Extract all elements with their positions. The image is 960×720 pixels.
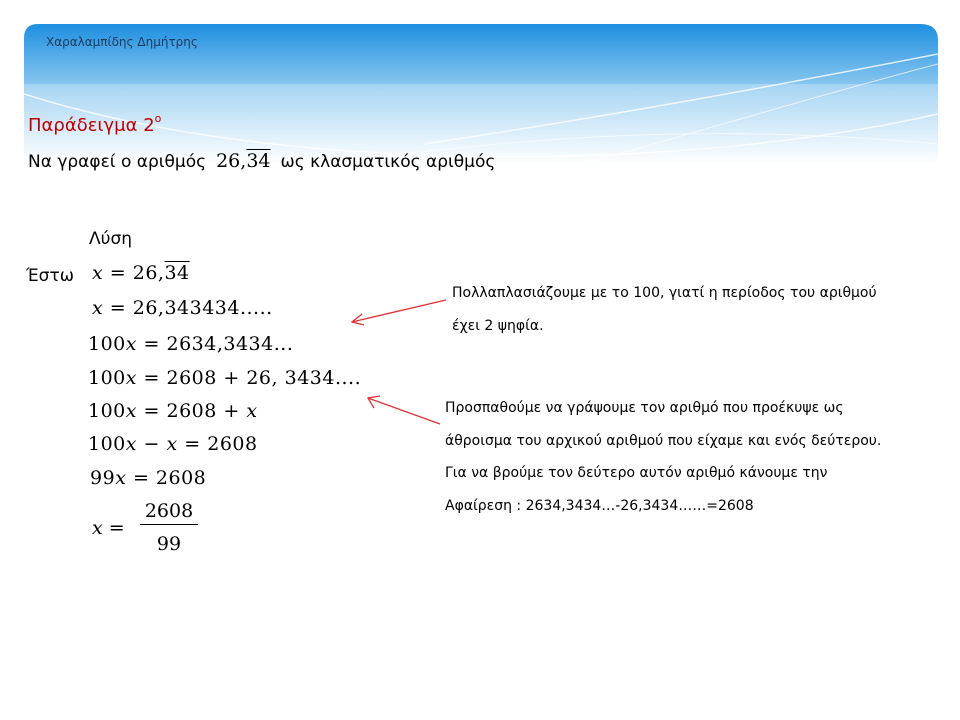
fraction-eq: =	[108, 517, 125, 539]
eq6-lhs-num: 100	[88, 433, 126, 455]
eq4-rhs: = 2608 + 26, 3434....	[143, 367, 362, 389]
note1-line2: έχει 2 ψηφία.	[452, 318, 544, 334]
task-after: ως κλασματικός αριθμός	[280, 152, 496, 172]
eq7-lhs-num: 99	[90, 467, 116, 489]
example-title-sup: ο	[154, 112, 162, 125]
eq4-lhs-num: 100	[88, 367, 126, 389]
eq6-lhs-var: x	[125, 433, 137, 455]
task-number-period: 34	[246, 150, 271, 172]
fraction-denominator: 99	[156, 533, 182, 555]
eq1-rhs: = 26,	[109, 262, 165, 284]
arrow-1	[352, 300, 446, 322]
arrow-2	[368, 398, 440, 424]
eq3-lhs-var: x	[125, 333, 137, 355]
eq2-lhs: x	[92, 297, 104, 319]
eq4-lhs-var: x	[125, 367, 137, 389]
task-number-int: 26,	[216, 150, 247, 172]
eq6-rhs: = 2608	[184, 433, 258, 455]
eq5-rhs-var: x	[246, 400, 258, 422]
note2-line2: άθροισμα του αρχικού αριθμού που είχαμε και ενός δεύτερου.	[445, 433, 882, 449]
fraction-numerator: 2608	[140, 500, 198, 525]
eq2-rhs: = 26,343434.....	[109, 297, 273, 319]
task-before: Να γραφεί ο αριθμός	[28, 152, 207, 172]
eq3-rhs: = 2634,3434...	[143, 333, 294, 355]
let-word: Έστω	[26, 266, 74, 286]
example-title-text: Παράδειγμα 2	[28, 115, 155, 136]
note2-line1: Προσπαθούμε να γράψουμε τον αριθμό που προέκυψε ως	[445, 400, 844, 416]
note2-line3: Για να βρούμε τον δεύτερο αυτόν αριθμό κάνουμε την	[445, 465, 828, 481]
note1-line1: Πολλαπλασιάζουμε με το 100, γιατί η περίοδος του αριθμού	[452, 285, 877, 301]
eq1-rhs-period: 34	[164, 262, 190, 284]
eq5-lhs-var: x	[125, 400, 137, 422]
eq5-rhs: = 2608 +	[143, 400, 240, 422]
eq6-minus: −	[143, 433, 160, 455]
fraction-var: x	[92, 517, 103, 539]
eq6-mid-var: x	[166, 433, 178, 455]
solution-label: Λύση	[89, 229, 133, 249]
author-name: Χαραλαμπίδης Δημήτρης	[46, 35, 198, 49]
eq1-lhs: x	[92, 262, 104, 284]
eq5-lhs-num: 100	[88, 400, 126, 422]
eq7-rhs: = 2608	[132, 467, 207, 489]
eq3-lhs-num: 100	[88, 333, 126, 355]
eq7-lhs-var: x	[115, 467, 127, 489]
note2-line4: Αφαίρεση : 2634,3434…-26,3434……=2608	[445, 498, 754, 514]
